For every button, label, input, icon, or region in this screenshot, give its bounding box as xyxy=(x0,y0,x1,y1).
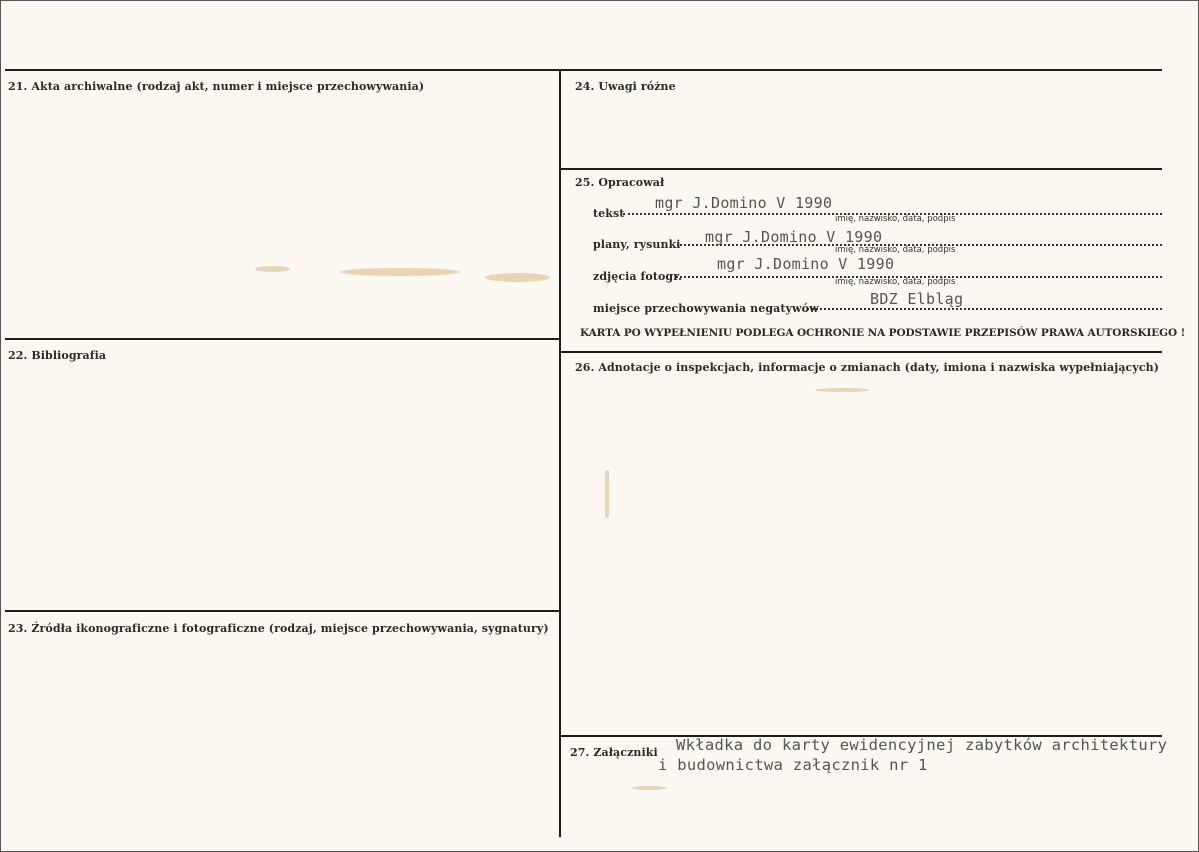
row-negatywy-line xyxy=(807,308,1162,310)
section-24-label: 24. Uwagi różne xyxy=(575,80,676,93)
rule-25-26 xyxy=(561,351,1162,353)
section-23-label: 23. Źródła ikonograficzne i fotograficzne (rodzaj, miejsce przechowywania, sygnatury) xyxy=(8,622,549,635)
section-22-label: 22. Bibliografia xyxy=(8,349,107,362)
copyright-notice: KARTA PO WYPEŁNIENIU PODLEGA OCHRONIE NA PODSTAWIE PRZEPISÓW PRAWA AUTORSKIEGO ! xyxy=(580,327,1186,339)
top-rule xyxy=(5,69,1162,71)
paper-stain xyxy=(485,273,550,282)
section-21-label: 21. Akta archiwalne (rodzaj akt, numer i miejsce przechowywania) xyxy=(8,80,425,93)
rule-21-22 xyxy=(5,338,560,340)
section-25-label: 25. Opracował xyxy=(575,176,665,189)
paper-stain xyxy=(340,268,460,276)
section-27-label: 27. Załączniki xyxy=(570,746,658,759)
row-zdjecia-label: zdjęcia fotogr. xyxy=(593,270,683,283)
rule-24-25 xyxy=(561,168,1162,170)
paper-stain xyxy=(255,266,290,272)
row-plany-value: mgr J.Domino V 1990 xyxy=(705,228,883,246)
row-negatywy-value: BDZ Elbląg xyxy=(870,290,964,308)
row-negatywy-label: miejsce przechowywania negatywów xyxy=(593,302,819,315)
paper-stain xyxy=(605,470,609,518)
row-plany-label: plany, rysunki xyxy=(593,238,681,251)
row-plany-hint: imię, nazwisko, data, podpis xyxy=(835,245,956,255)
row-zdjecia-value: mgr J.Domino V 1990 xyxy=(717,255,895,273)
row-tekst-hint: imię, nazwisko, data, podpis xyxy=(835,214,956,224)
paper-stain xyxy=(632,786,667,790)
section-26-label: 26. Adnotacje o inspekcjach, informacje o zmianach (daty, imiona i nazwiska wypełniających) xyxy=(575,361,1160,374)
row-zdjecia-hint: imię, nazwisko, data, podpis xyxy=(835,277,956,287)
attachment-line-2: i budownictwa załącznik nr 1 xyxy=(658,756,928,774)
row-tekst-value: mgr J.Domino V 1990 xyxy=(655,194,833,212)
paper-stain xyxy=(815,388,870,392)
rule-22-23 xyxy=(5,610,560,612)
center-divider xyxy=(559,69,561,837)
attachment-line-1: Wkładka do karty ewidencyjnej zabytków architektury xyxy=(676,736,1168,754)
row-tekst-label: tekst xyxy=(593,207,625,220)
